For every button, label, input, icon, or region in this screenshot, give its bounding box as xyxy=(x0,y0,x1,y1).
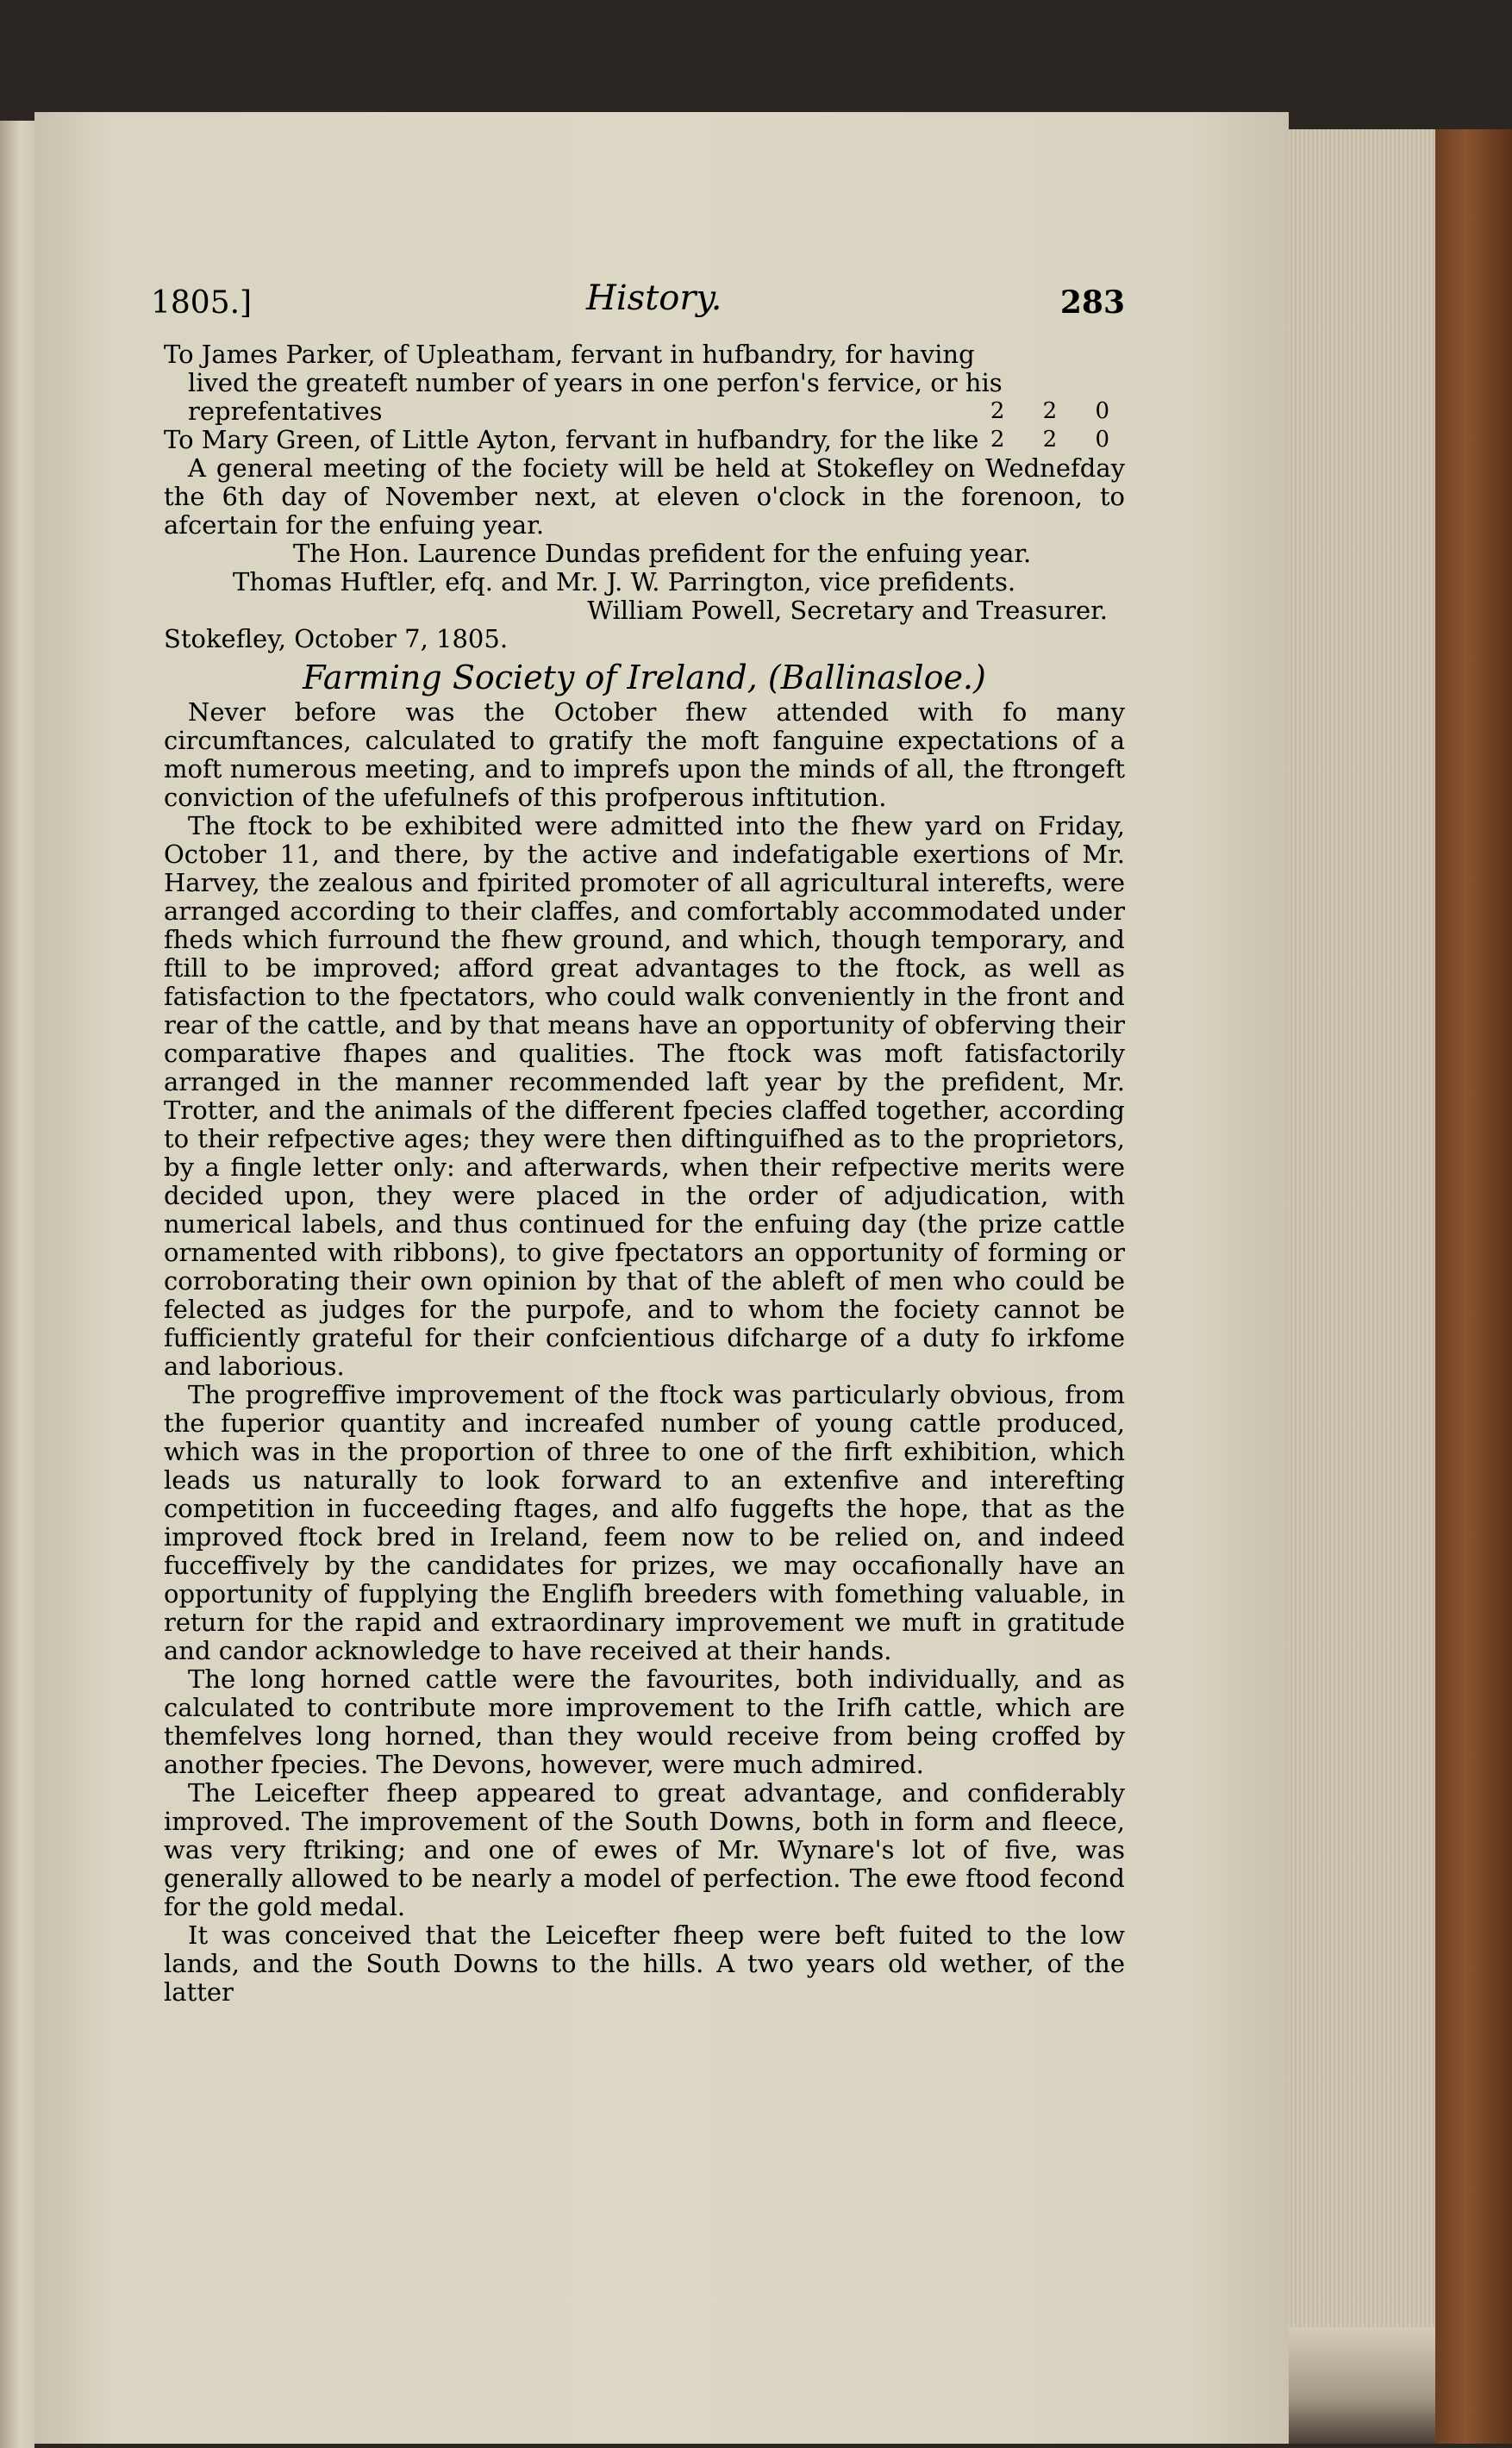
left-page-edge xyxy=(0,121,34,2448)
award-entry xyxy=(164,426,1125,454)
header-year: 1805.] xyxy=(151,285,253,321)
page-fore-edges xyxy=(1289,129,1435,2444)
vice-presidents-line: Thomas Huftler, efq. and Mr. J. W. Parrington, vice prefidents. xyxy=(233,567,1016,596)
section-heading: Farming Society of Ireland, (Ballinasloe.) xyxy=(303,659,986,696)
paragraph: It was conceived that the Leicefter fheep were beft fuited to the low lands, and the South Downs to the hills. A two years old wether, of the latter xyxy=(164,1920,1125,2007)
running-header xyxy=(151,278,1125,340)
award-entry xyxy=(164,340,1125,426)
book-cover xyxy=(1435,129,1512,2444)
secretary-line: William Powell, Secretary and Treasurer. xyxy=(587,596,1108,625)
paragraph: The Leicefter fheep appeared to great advantage, and confiderably improved. The improvement of the South Downs, both in form and fleece, was very ftriking; and one of ewes of Mr. Wynare's lot of five, was generally allowed to be nearly a model of perfection. The ewe ftood fecond for the gold medal. xyxy=(164,1778,1125,1921)
paragraph: The long horned cattle were the favourites, both individually, and as calculated to contribute more improvement to the Irifh cattle, which are themfelves long horned, than they would receive from being croffed by another fpecies. The Devons, however, were much admired. xyxy=(164,1664,1125,1779)
award-text: To James Parker, of Upleatham, fervant in hufbandry, for having lived the greateft number of years in one perfon's fervice, or his reprefentatives xyxy=(164,340,1003,426)
header-title: History. xyxy=(586,278,722,318)
page-number: 283 xyxy=(1059,284,1125,321)
award-text: To Mary Green, of Little Ayton, fervant in hufbandry, for the like xyxy=(164,425,979,454)
paragraph: The ftock to be exhibited were admitted into the fhew yard on Friday, October 11, and there, by the active and indefatigable exertions of Mr. Harvey, the zealous and fpirited promoter of all agricultural interefts, were arranged according to their claffes, and comfortably accommodated under fheds which furround the fhew ground, and which, though temporary, and ftill to be improved; afford great advantages to the ftock, as well as fatisfaction to the fpectators, who could walk conveniently in the front and rear of the cattle, and by that means have an opportunity of obferving their comparative fhapes and qualities. The ftock was moft fatisfactorily arranged in the manner recommended laft year by the prefident, Mr. Trotter, and the animals of the different fpecies claffed together, according to their refpective ages; they were then diftinguifhed as to the proprietors, by a fingle letter only: and afterwards, when their refpective merits were decided upon, they were placed in the order of adjudication, with numerical labels, and thus continued for the enfuing day (the prize cattle ornamented with ribbons), to give fpectators an opportunity of forming or corroborating their own opinion by that of the ableft of men who could be felected as judges for the purpofe, and to whom the fociety cannot be fufficiently grateful for their confcientious difcharge of a duty fo irkfome and laborious. xyxy=(164,811,1125,1381)
meeting-notice: A general meeting of the fociety will be held at Stokefley on Wednefday the 6th day of November next, at eleven o'clock in the forenoon, to afcertain for the enfuing year. xyxy=(164,453,1125,540)
award-amount: 2 2 0 xyxy=(990,427,1125,453)
dateline: Stokefley, October 7, 1805. xyxy=(164,624,509,653)
page-content xyxy=(151,278,1125,2007)
award-amount: 2 2 0 xyxy=(990,398,1125,424)
paragraph: Never before was the October fhew attended with fo many circumftances, calculated to gratify the moft fanguine expectations of a moft numerous meeting, and to imprefs upon the minds of all, the ftrongeft conviction of the ufefulnefs of this profperous inftitution. xyxy=(164,697,1125,812)
paragraph: The progreffive improvement of the ftock was particularly obvious, from the fuperior quantity and increafed number of young cattle produced, which was in the proportion of three to one of the firft exhibition, which leads us naturally to look forward to an extenfive and interefting competition in fucceeding ftages, and alfo fuggefts the hope, that as the improved ftock bred in Ireland, feem now to be relied on, and indeed fucceffively by the candidates for prizes, we may occafionally have an opportunity of fupplying the Englifh breeders with fomething valuable, in return for the rapid and extraordinary improvement we muft in gratitude and candor acknowledge to have received at their hands. xyxy=(164,1380,1125,1665)
president-line: The Hon. Laurence Dundas prefident for the enfuing year. xyxy=(293,539,1032,568)
